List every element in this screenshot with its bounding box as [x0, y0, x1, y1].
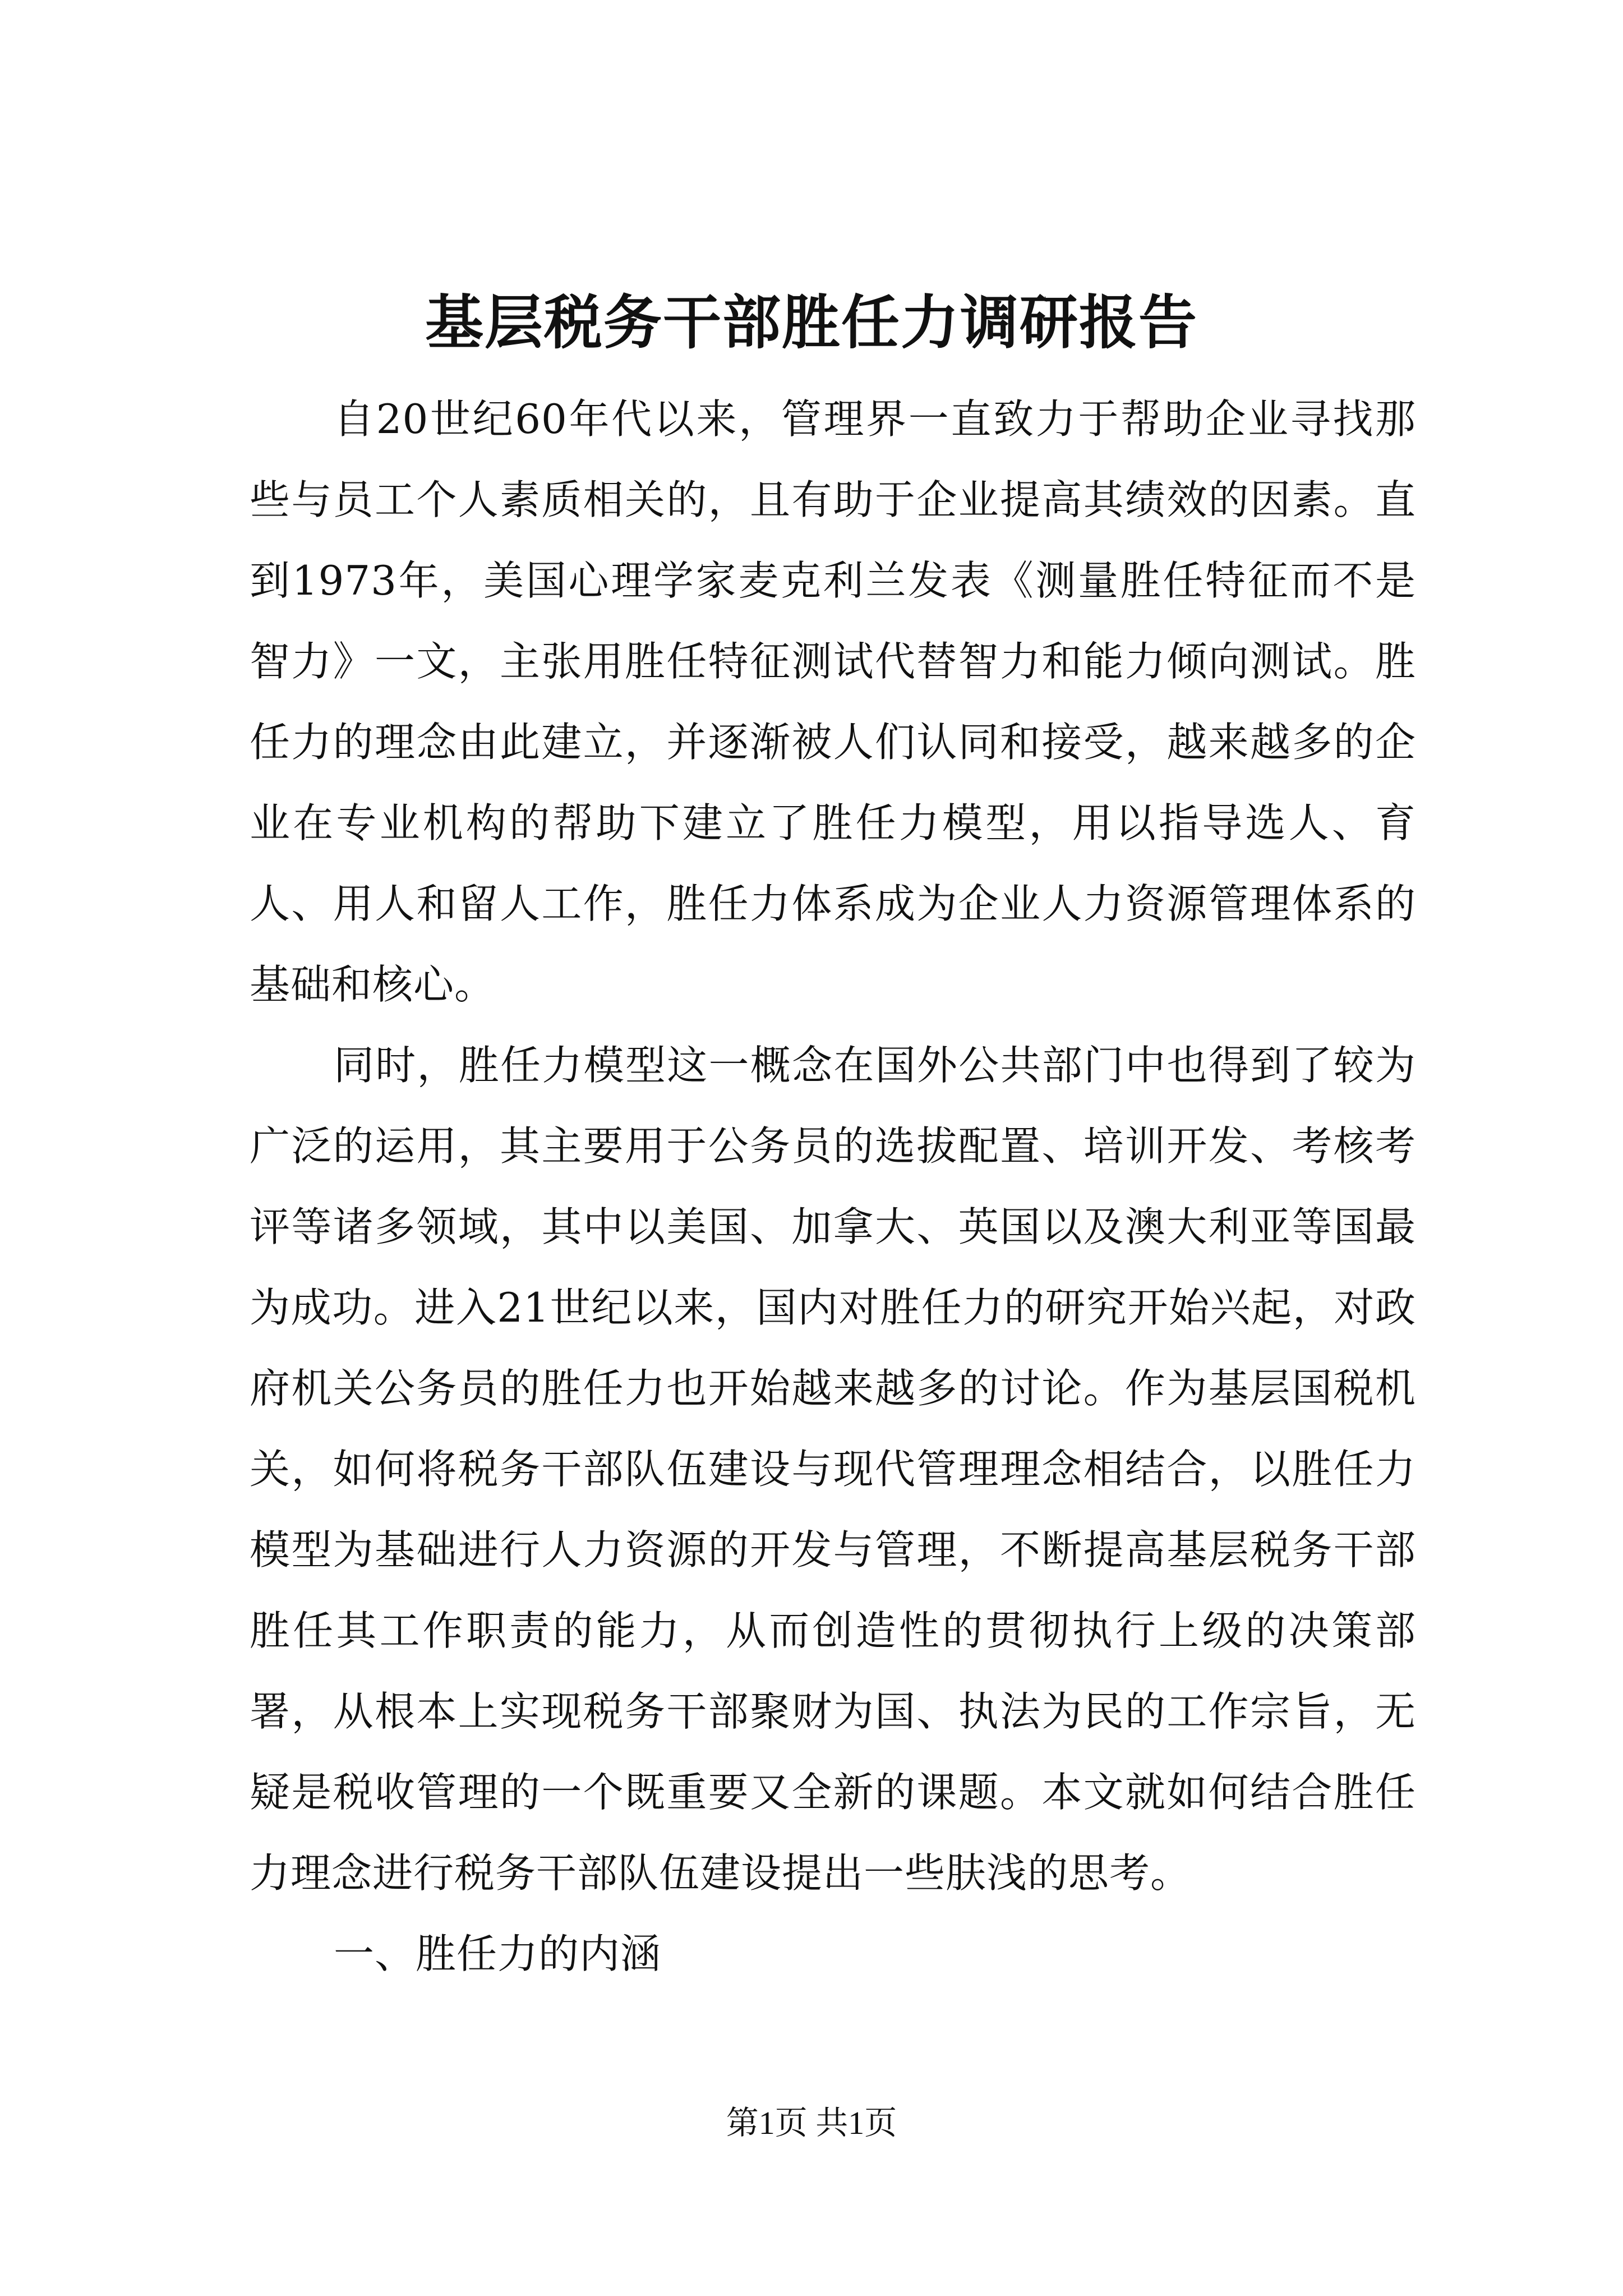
document-body	[250, 379, 1416, 1994]
paragraph-public-sector: 同时，胜任力模型这一概念在国外公共部门中也得到了较为广泛的运用，其主要用于公务员的选拔配置、培训开发、考核考评等诸多领域，其中以美国、加拿大、英国以及澳大利亚等国最为成功。进入21世纪以来，国内对胜任力的研究开始兴起，对政府机关公务员的胜任力也开始越来越多的讨论。作为基层国税机关，如何将税务干部队伍建设与现代管理理念相结合，以胜任力模型为基础进行人力资源的开发与管理，不断提高基层税务干部胜任其工作职责的能力，从而创造性的贯彻执行上级的决策部署，从根本上实现税务干部聚财为国、执法为民的工作宗旨，无疑是税收管理的一个既重要又全新的课题。本文就如何结合胜任力理念进行税务干部队伍建设提出一些肤浅的思考。	[250, 1042, 1416, 1897]
document-title: 基层税务干部胜任力调研报告	[425, 288, 1198, 357]
section-heading: 一、胜任力的内涵	[334, 1930, 662, 1977]
paragraph-intro: 自20世纪60年代以来，管理界一直致力于帮助企业寻找那些与员工个人素质相关的，且有助于企业提高其绩效的因素。直到1973年，美国心理学家麦克利兰发表《测量胜任特征而不是智力》一文，主张用胜任特征测试代替智力和能力倾向测试。胜任力的理念由此建立，并逐渐被人们认同和接受，越来越多的企业在专业机构的帮助下建立了胜任力模型，用以指导选人、育人、用人和留人工作，胜任力体系成为企业人力资源管理体系的基础和核心。	[250, 395, 1416, 1008]
page-number-footer: 第1页 共1页	[726, 2105, 897, 2141]
